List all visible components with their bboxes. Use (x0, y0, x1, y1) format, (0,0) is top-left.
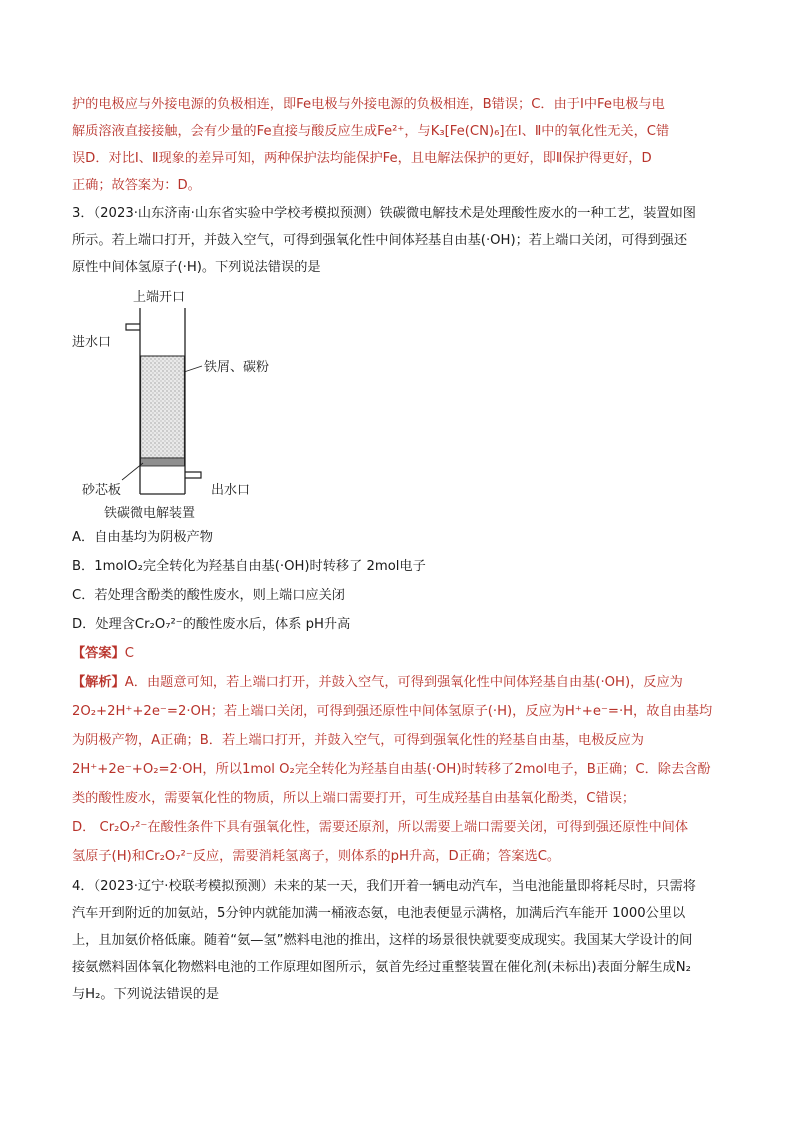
q3-analysis-line-2: 2O₂+2H⁺+2e⁻=2·OH；若上端口关闭，可得到强还原性中间体氢原子(·H)，反应为H⁺+e⁻=·H，故自由基均 (72, 704, 713, 719)
q3-stem-line-2: 所示。若上端口打开，并鼓入空气，可得到强氧化性中间体羟基自由基(·OH)；若上端口关闭，可得到强还 (72, 233, 688, 248)
filler-label: 铁屑、碳粉 (204, 360, 270, 375)
answer-tag: 【答案】 (72, 646, 125, 661)
q4-stem-line-5: 与H₂。下列说法错误的是 (72, 987, 220, 1002)
sand-plate-label: 砂芯板 (82, 483, 122, 498)
analysis-tag: 【解析】 (72, 675, 125, 690)
iron-carbon-filler (141, 356, 185, 458)
answer-value: C (124, 646, 134, 661)
inlet-label: 进水口 (72, 335, 112, 350)
q3-option-d: D．处理含Cr₂O₇²⁻的酸性废水后，体系 pH升高 (72, 617, 351, 632)
sand-core-plate (141, 458, 185, 466)
outlet-label: 出水口 (211, 483, 251, 498)
prev-solution-line-4: 正确；故答案为：D。 (72, 178, 201, 193)
q3-stem-line-1: 3．（2023·山东济南·山东省实验中学校考模拟预测）铁碳微电解技术是处理酸性废水的一种工艺，装置如图 (72, 206, 696, 221)
q3-analysis-line-4: 2H⁺+2e⁻+O₂=2·OH，所以1mol O₂完全转化为羟基自由基(·OH)时转移了2mol电子，B正确；C．除去含酚 (72, 762, 711, 777)
q3-analysis-line-3: 为阴极产物，A正确；B．若上端口打开，并鼓入空气，可得到强氧化性的羟基自由基，电极反应为 (72, 733, 644, 748)
q3-option-c: C．若处理含酚类的酸性废水，则上端口应关闭 (72, 588, 345, 603)
prev-solution-line-1: 护的电极应与外接电源的负极相连，即Fe电极与外接电源的负极相连，B错误；C．由于Ⅰ中Fe电极与电 (72, 97, 665, 112)
q4-stem-line-2: 汽车开到附近的加氨站，5分钟内就能加满一桶液态氨，电池表便显示满格，加满后汽车能开 1000公里以 (72, 906, 686, 921)
prev-solution-line-3: 误D．对比Ⅰ、Ⅱ现象的差异可知，两种保护法均能保护Fe，且电解法保护的更好，即Ⅱ保护得更好，D (72, 151, 652, 166)
top-opening-label: 上端开口 (133, 290, 186, 305)
q3-answer (72, 643, 134, 665)
q3-analysis-line-5: 类的酸性废水，需要氧化性的物质，所以上端口需要打开，可生成羟基自由基氧化酚类，C错误； (72, 791, 636, 806)
q3-analysis-line-6: D． Cr₂O₇²⁻在酸性条件下具有强氧化性，需要还原剂，所以需要上端口需要关闭，可得到强还原性中间体 (72, 820, 689, 835)
q3-option-b: B．1molO₂完全转化为羟基自由基(·OH)时转移了 2mol电子 (72, 559, 426, 574)
q3-analysis-line-1: 【解析】A．由题意可知，若上端口打开，并鼓入空气，可得到强氧化性中间体羟基自由基(·OH)，反应为 (72, 675, 683, 690)
prev-solution-line-2: 解质溶液直接接触，会有少量的Fe直接与酸反应生成Fe²⁺，与K₃[Fe(CN)₆]在Ⅰ、Ⅱ中的氧化性无关，C错 (72, 124, 670, 139)
q3-analysis-line-7: 氢原子(H)和Cr₂O₇²⁻反应，需要消耗氢离子，则体系的pH升高，D正确；答案选C。 (72, 849, 561, 864)
q4-stem-line-1: 4．（2023·辽宁·校联考模拟预测）未来的某一天，我们开着一辆电动汽车，当电池能量即将耗尽时，只需将 (72, 879, 696, 894)
q4-stem-line-4: 接氨燃料固体氧化物燃料电池的工作原理如图所示，氨首先经过重整装置在催化剂(未标出)表面分解生成N₂ (72, 960, 691, 975)
outlet-pipe (185, 472, 201, 478)
q3-stem-line-3: 原性中间体氢原子(·H)。下列说法错误的是 (72, 260, 321, 275)
iron-carbon-device-figure (70, 286, 300, 526)
figure-caption: 铁碳微电解装置 (104, 506, 196, 521)
inlet-pipe (126, 324, 140, 330)
q3-option-a: A．自由基均为阴极产物 (72, 530, 213, 545)
q4-stem-line-3: 上，且加氨价格低廉。随着“氨—氢”燃料电池的推出，这样的场景很快就要变成现实。我国某大学设计的间 (72, 933, 693, 948)
